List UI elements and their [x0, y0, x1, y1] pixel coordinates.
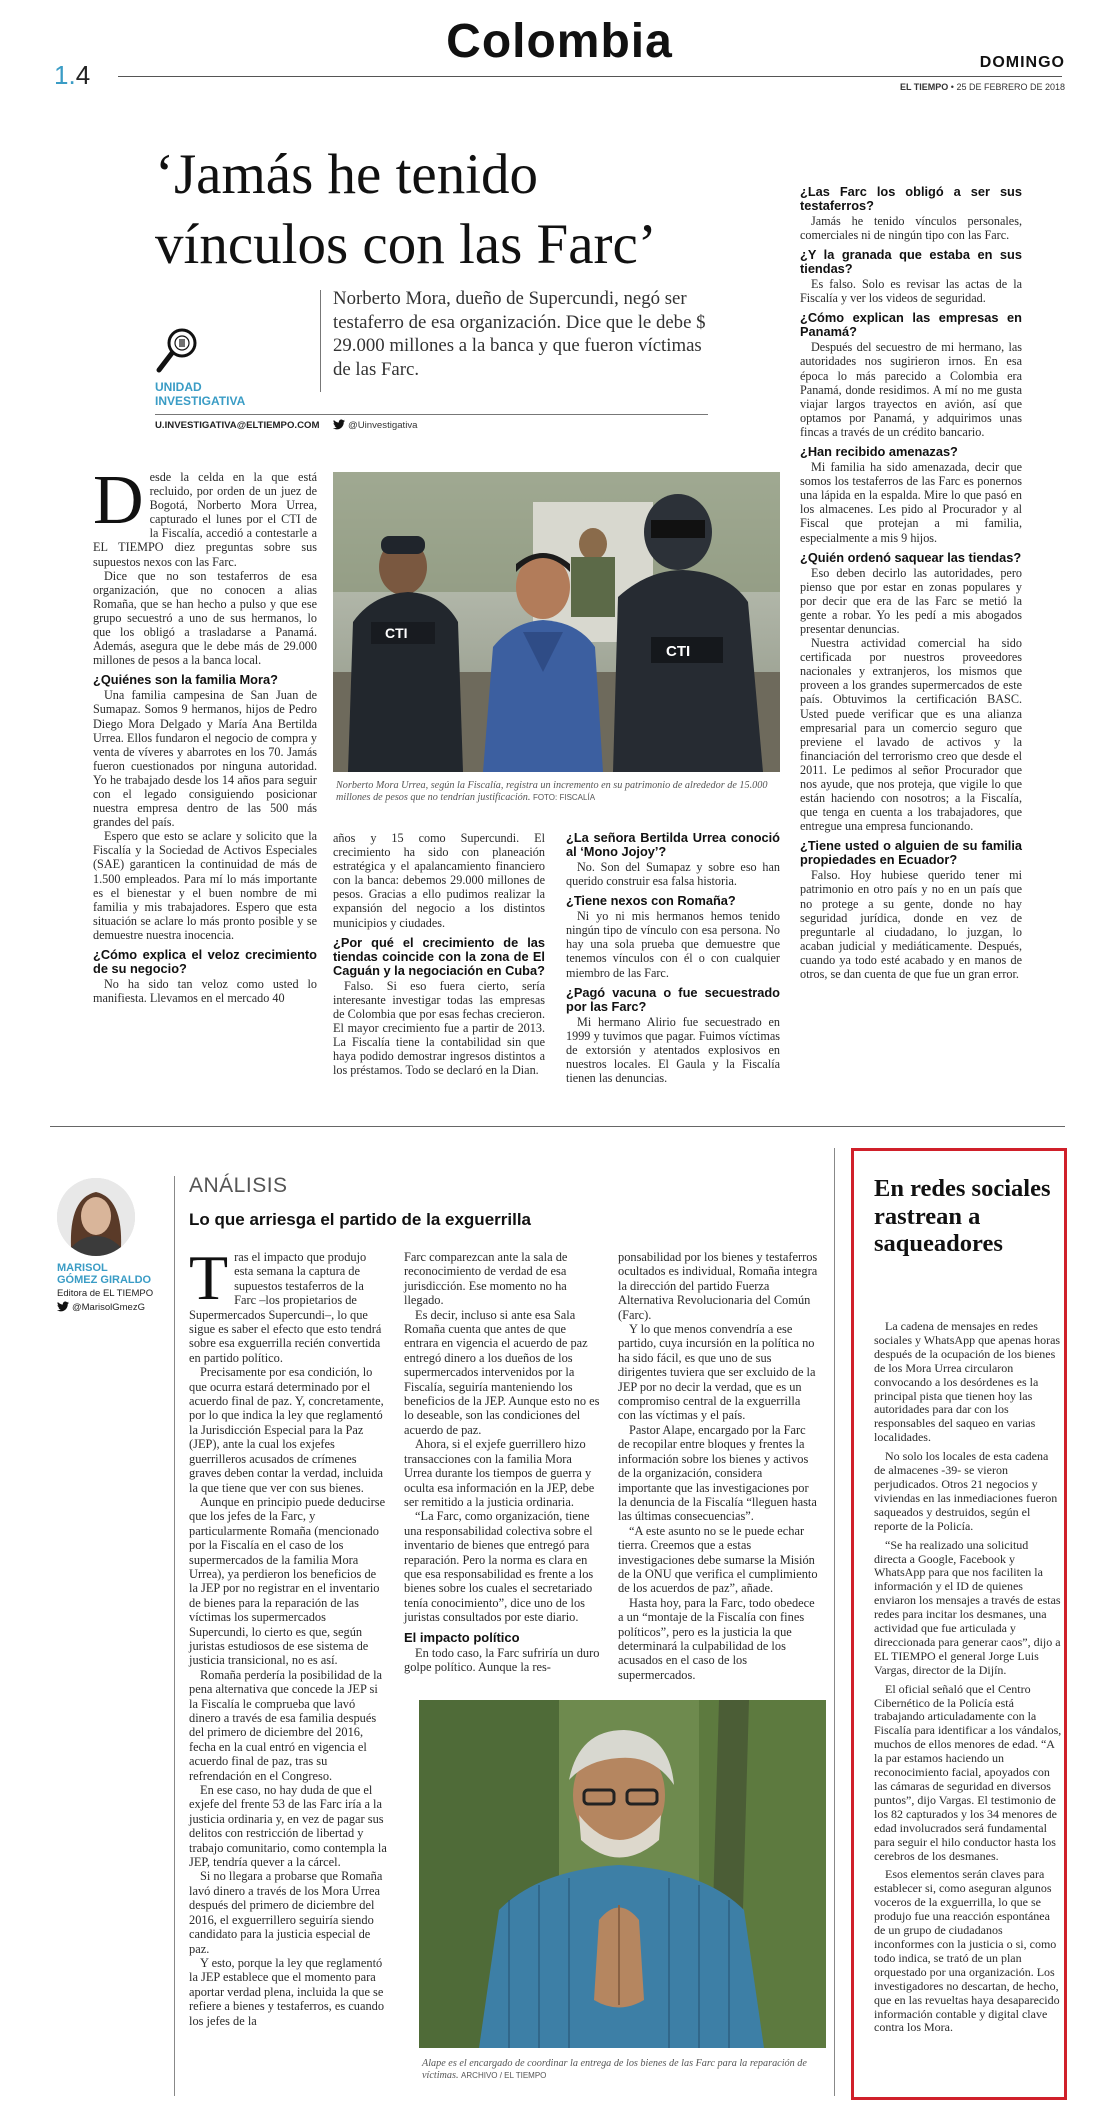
answer-paragraph: Después del secuestro de mi hermano, las autoridades nos sugirieron irnos. En esa época lo más parecido a Colombia era Panamá, donde residimos. A mí no me gusta viajar largos trayectos en avión, así que optamos por Panamá, y adquirimos unas fincas a través de un crédito bancario.: [800, 340, 1022, 439]
analysis-column-2: [404, 1250, 602, 1674]
analysis-paragraph: Pastor Alape, encargado por la Farc de recopilar entre bloques y frentes la información sobre los bienes y activos de la organización, considera importante que las investigaciones por la denuncia de la Fiscalía “lleguen hasta las últimas consecuencias”.: [618, 1422, 817, 1524]
deck-divider: [320, 290, 321, 392]
sidebar-paragraph: La cadena de mensajes en redes sociales y WhatsApp que apenas horas después de la ocupación de los bienes de los Mora Urrea circularon convocando a los desórdenes es la principal pista que tienen hoy las autoridades para dar con los responsables del saqueo en varias localidades.: [874, 1319, 1061, 1445]
answer-paragraph: Jamás he tenido vínculos personales, comerciales ni de ningún tipo con las Farc.: [800, 214, 1022, 243]
magnifier-icon: [155, 326, 201, 374]
analysis-paragraph: Ahora, si el exjefe guerrillero hizo transacciones con la familia Mora Urrea durante los tiempos de guerra y oculta esa información en la JEP, debe ser remitido a la justicia ordinaria.: [404, 1437, 595, 1509]
byline-rule: [155, 414, 708, 415]
analysis-paragraph: En todo caso, la Farc sufriría un duro golpe político. Aunque la res-: [404, 1645, 600, 1674]
article-lead: [93, 462, 317, 569]
analysis-paragraph: Precisamente por esa condición, lo que ocurra estará determinado por el acuerdo final de paz. Y, concretamente, por lo que indica la ley que reglamentó la Jurisdicción Especial para la Paz (JEP), ante la cual los exjefes guerrilleros acusados de crímenes graves deben contar la verdad, incluida la que tiene que ver con sus bienes.: [189, 1365, 384, 1495]
author-role: Editora de EL TIEMPO: [57, 1288, 154, 1299]
caption-text: Alape es el encargado de coordinar la entrega de los bienes de las Farc para la reparación de víctimas.: [422, 2058, 807, 2081]
headline: [155, 140, 657, 280]
analysis-author: [57, 1262, 151, 1286]
author-twitter[interactable]: [57, 1301, 145, 1315]
main-photo-caption: [336, 780, 780, 804]
analysis-vertical-rule: [174, 1176, 175, 2096]
header-rule: [118, 76, 1062, 77]
analysis-paragraph: En ese caso, no hay duda de que el exjefe del frente 53 de las Farc iría a la justicia ordinaria y, en vez de pagar sus delitos con restricción de libertad y trabajo comunitario, como contempla la JEP, tendría quever a la cárcel.: [189, 1783, 387, 1870]
analysis-column-1: [189, 1242, 387, 2028]
analysis-paragraph: Si no llegara a probarse que Romaña lavó dinero a través de los Mora Urrea después del primero de diciembre del 2016, el exguerrillero seguiría siendo candidato para la justicia especial de paz.: [189, 1869, 383, 1956]
question-heading: ¿Y la granada que estaba en sus tiendas?: [800, 247, 1022, 277]
alape-photo: [419, 1700, 826, 2048]
analysis-paragraph: Es decir, incluso si ante esa Sala Romaña cuenta que antes de que entrara en vigencia el acuerdo de paz entregó dinero a los dueños de los supermercados intervenidos por la Fiscalía, seguiría manteniendo los beneficios de la JEP. Aunque esto no es lo deseable, son las condiciones del acuerdo de paz.: [404, 1307, 600, 1437]
analysis-paragraph: “La Farc, como organización, tiene una responsabilidad colectiva sobre el inventario de bienes que entregó para reparación. Pero la norma es clara en que esa responsabilidad es frente a los bienes sobre los cuales el secretariado tenía conocimiento”, dice uno de los juristas consultados por este diario.: [404, 1509, 594, 1625]
question-heading: ¿Han recibido amenazas?: [800, 444, 958, 460]
analysis-lead: [189, 1242, 387, 1365]
answer-paragraph: Falso. Si eso fuera cierto, sería interesante investigar todas las empresas de Colombia que por esas fechas crecieron. El mayor crecimiento fue a partir de 2013. La Fiscalía tiene la contabilidad sin que haya podido demostrar ingresos distintos a los préstamos. Todo se declaró en la Dian.: [333, 978, 545, 1078]
question-heading: ¿Por qué el crecimiento de las tiendas coincide con la zona de El Caguán y la negociación en Cuba?: [333, 934, 545, 978]
page-number-prefix: 1.: [54, 60, 76, 90]
vest-text: CTI: [666, 643, 691, 660]
sidebar-paragraph: “Se ha realizado una solicitud directa a Google, Facebook y WhatsApp para que nos faciliten la información y el ID de quienes enviaron los mensajes a través de estas redes para incitar los desmanes, una actividad que fue articulada y direccionada para generar caos”, dijo a EL TIEMPO el general Jorge Luis Vargas, director de la Dijín.: [874, 1537, 1061, 1677]
answer-paragraph: Espero que esto se aclare y solicito que la Fiscalía y la Sociedad de Activos Especiales (SAE) garanticen la continuidad de más de 1.500 empleados. Para mí lo más importante es el bienestar y el buen nombre de mi familia y mis trabajadores. Espero que esta situación se aclare lo más pronto posible y se demuestre nuestra inocencia.: [93, 829, 317, 942]
analysis-column-3: [618, 1250, 818, 1682]
answer-paragraph: Falso. Hoy hubiese querido tener mi patrimonio en otro país y no en un país que no protege a su gente, donde no hay seguridad jurídica, donde en vez de preguntarle al ciudadano, lo juzgan, lo acaban judicial y mediáticamente. Después, cuando ya todo esté acabado y en manos de otros, se dan cuenta de que fue un gran error.: [800, 868, 1022, 982]
mora-arrest-photo: [333, 472, 780, 772]
analysis-kicker: ANÁLISIS: [189, 1174, 288, 1197]
headline-line-1: ‘Jamás he tenido: [155, 143, 539, 206]
question-heading: ¿Quién ordenó saquear las tiendas?: [800, 549, 1022, 565]
unit-email-link[interactable]: U.INVESTIGATIVA@ELTIEMPO.COM: [155, 420, 320, 431]
author-last-name: GÓMEZ GIRALDO: [57, 1274, 152, 1286]
answer-paragraph: Mi familia ha sido amenazada, decir que somos los testaferros de las Farc es ponernos una lápida en la espalda. Mire lo que pasó en los almacenes. Les pido al Procurador y al Fiscal que protejan a mi familia, especialmente a mis 9 hijos.: [800, 460, 1022, 545]
headline-line-2: vínculos con las Farc’: [155, 213, 657, 276]
sidebar-body: [874, 1320, 1062, 2035]
answer-paragraph: No ha sido tan veloz como usted lo manifiesta. Llevamos en el mercado 40: [93, 977, 317, 1006]
header-paper: EL TIEMPO: [899, 82, 949, 92]
article-column-2: [333, 831, 545, 1077]
question-heading: ¿Las Farc los obligó a ser sus testaferros?: [800, 184, 1022, 213]
sidebar-paragraph: El oficial señaló que el Centro Cibernético de la Policía está trabajando articuladamente con la Fiscalía para identificar a los vándalos, muchos de ellos menores de edad. “A la par estamos haciendo un reconocimiento facial, apoyados con las cámaras de seguridad en diversos puntos”, dijo Vargas. El testimonio de los 82 capturados y los 34 menores de edad involucrados será fundamental para seguir el hilo conductor hasta los cerebros de los desmanes.: [874, 1681, 1062, 1863]
answer-paragraph: Mi hermano Alirio fue secuestrado en 1999 y tuvimos que pagar. Fuimos víctimas de extorsión y atentados explosivos en nuestros locales. El Gaula y la Fiscalía tienen las denuncias.: [566, 1014, 780, 1086]
unit-label-line-1: UNIDAD: [155, 380, 202, 394]
analysis-subhead: El impacto político: [404, 1629, 520, 1645]
analysis-paragraph: Hasta hoy, para la Farc, todo obedece a un “montaje de la Fiscalía con fines políticos”, pero es la justicia la que determinará la culpabilidad de los acusados en el caso de los supermercados.: [618, 1595, 815, 1682]
sidebar-headline: En redes sociales rastrean a saqueadores: [874, 1175, 1051, 1257]
analysis-lead-text: ras el impacto que produjo esta semana la captura de supuestos testaferros de la Farc –los propietarios de Supermercados Supercundi–, lo que sigue es saber el efecto que esto tendrá sobre esa exguerrilla recién convertida en partido político.: [189, 1250, 382, 1365]
alape-photo-caption: [422, 2058, 822, 2082]
answer-paragraph: Nuestra actividad comercial ha sido certificada por nuestros proveedores nacionales y extranjeros, los mismos que proveen a los grandes supermercados de este país. Obtuvimos la certificación BASC. Usted puede verificar que es una alianza empresarial para un comercio seguro que previene el lavado de activos y la financiación del terrorismo creo que desde el 2011. Le pedimos al señor Procurador que nos ayude, que nos proteja, que vigile lo que están haciendo con nosotros; a la Fiscalía, que tenga en cuenta a los trabajadores, que entregue una empresa funcionando.: [800, 636, 1022, 834]
author-first-name: MARISOL: [57, 1262, 108, 1274]
unit-label: [155, 380, 245, 408]
photo-credit: FOTO: FISCALÍA: [532, 793, 596, 802]
analysis-paragraph: ponsabilidad por los bienes y testaferros ocultados es individual, Romaña integra la dirección del partido Fuerza Alternativa Revolucionaria del Común (Farc).: [618, 1250, 818, 1322]
analysis-right-rule: [834, 1148, 835, 2096]
article-lead-text: esde la celda en la que está recluido, por orden de un juez de Bogotá, Norberto Mora Urrea, capturado el lunes por el CTI de la Fiscalía, accedió a contestarle a EL TIEMPO diez preguntas sobre sus supuestos nexos con las Farc.: [93, 470, 317, 569]
photo-credit: ARCHIVO / EL TIEMPO: [461, 2071, 547, 2080]
dropcap: T: [189, 1242, 229, 1313]
question-heading: ¿Cómo explica el veloz crecimiento de su negocio?: [93, 947, 317, 976]
analysis-paragraph: Y esto, porque la ley que reglamentó la JEP establece que el momento para aportar verdad plena, incluida la que se refiere a bienes y testaferros, es cuando los jefes de la: [189, 1955, 385, 2028]
unit-label-line-2: INVESTIGATIVA: [155, 394, 246, 408]
question-heading: ¿Tiene nexos con Romaña?: [566, 893, 736, 909]
header-day: DOMINGO: [979, 54, 1065, 71]
section-divider: [50, 1126, 1065, 1127]
analysis-paragraph: “A este asunto no se le puede echar tierra. Creemos que a estas investigaciones debe sumarse la Misión de la ONU que verifica el cumplimiento de los acuerdos de paz”, añade.: [618, 1523, 818, 1596]
question-heading: ¿Tiene usted o alguien de su familia propiedades en Ecuador?: [800, 838, 1022, 868]
analysis-paragraph: Y lo que menos convendría a ese partido, cuya incursión en la política no ha sido fácil, es que uno de sus dirigentes tuviera que ser excluido de la JEP por no decir la verdad, que es un compromiso central de la exguerrilla con las víctimas y el país.: [618, 1322, 816, 1423]
question-heading: ¿La señora Bertilda Urrea conoció al ‘Mono Jojoy’?: [566, 830, 780, 859]
answer-paragraph: Es falso. Solo es revisar las actas de la Fiscalía y ver los videos de seguridad.: [800, 277, 1022, 306]
article-column-4: [800, 185, 1022, 981]
answer-paragraph: No. Son del Sumapaz y sobre eso han querido construir esa falsa historia.: [566, 860, 780, 889]
question-heading: ¿Quiénes son la familia Mora?: [93, 672, 278, 688]
header-date: 25 DE FEBRERO DE 2018: [956, 82, 1065, 92]
answer-paragraph: Ni yo ni mis hermanos hemos tenido ningún tipo de vínculo con esa persona. No hay una sola prueba que demuestre que tenemos vínculos con él o con cualquier miembro de las Farc.: [566, 909, 780, 980]
header-dateline: EL TIEMPO • 25 DE FEBRERO DE 2018: [899, 82, 1065, 92]
analysis-paragraph: Farc comparezcan ante la sala de reconocimiento de verdad de esa jurisdicción. Ese momento no ha llegado.: [404, 1250, 568, 1308]
twitter-icon: [57, 1301, 69, 1315]
article-column-1: [93, 462, 317, 1006]
twitter-icon: [333, 419, 345, 433]
dropcap: D: [93, 462, 144, 539]
answer-paragraph: Eso deben decirlo las autoridades, pero pienso que por estar en zonas populares y por decir que era de las Farc se metió la gente a robar. Yo les pedí a mis abogados presentar denuncias.: [800, 565, 1022, 636]
analysis-paragraph: Aunque en principio puede deducirse que los jefes de la Farc, y particularmente Romaña (mencionado por la Fiscalía en el caso de los supermercados de la familia Mora Urrea), ya perdieron los beneficios de la JEP por no registrar en el inventario de bienes para la reparación de las víctimas los supermercados Supercundi, lo cierto es que, según juristas estudiosos de ese sistema de justicia transicional, no es así.: [189, 1494, 386, 1668]
page-number-suffix: 4: [75, 60, 91, 90]
twitter-handle: @Uinvestigativa: [348, 420, 418, 431]
article-column-3: [566, 831, 780, 1085]
section-title: Colombia: [446, 15, 673, 68]
question-heading: ¿Cómo explican las empresas en Panamá?: [800, 310, 1022, 340]
analysis-headline: Lo que arriesga el partido de la exguerrilla: [189, 1210, 532, 1229]
unit-twitter[interactable]: [333, 419, 417, 433]
analysis-paragraph: Romaña perdería la posibilidad de la pena alternativa que concede la JEP si la Fiscalía le comprueba que lavó dinero a través de esa familia después del primero de diciembre del 2016, fecha en la cual entró en vigencia el acuerdo final de paz, tras su refrendación en el Congreso.: [189, 1667, 383, 1783]
avatar: [57, 1178, 135, 1256]
sidebar-paragraph: No solo los locales de esta cadena de almacenes -39- se vieron perjudicados. Otros 21 negocios y viviendas en las inmediaciones fueron saqueados y destruidos, según el reporte de la Policía.: [874, 1449, 1058, 1533]
deck: Norberto Mora, dueño de Supercundi, negó ser testaferro de esa organización. Dice que le debe $ 29.000 millones a la banca y que fueron víctimas de las Farc.: [333, 288, 706, 380]
answer-paragraph: Una familia campesina de San Juan de Sumapaz. Somos 9 hermanos, hijos de Pedro Diego Mora Delgado y María Ana Bertilda Urrea. Ellos fundaron el negocio de compra y venta de víveres y abarrotes en los 70. Jamás fueron cuestionados por ninguna autoridad. Yo he trabajado desde los 14 años para seguir con el legado consiguiendo posicionar nuestra empresa dentro de las 500 más grandes del país.: [93, 688, 317, 830]
question-heading: ¿Pagó vacuna o fue secuestrado por las Farc?: [566, 984, 780, 1014]
answer-paragraph: años y 15 como Supercundi. El crecimiento ha sido con planeación estratégica y el apalancamiento financiero con la banca: debemos 29.000 millones de pesos. Gracias a ello pudimos realizar la expansión del negocio a los distintos municipios y ciudades.: [333, 831, 545, 930]
article-paragraph: Dice que no son testaferros de esa organización, que no conocen a alias Romaña, que se han hecho a pulso y que ese grupo secuestró a uno de sus hermanos, lo que los obligó a trasladarse a Panamá. Además, asegura que le debe más de 29.000 millones de pesos a la banca local.: [93, 568, 317, 668]
sidebar-paragraph: Esos elementos serán claves para establecer si, como aseguran algunos voceros de la exguerrilla, lo que se produjo fue una reacción espontánea de un grupo de ciudadanos inconformes con la justicia o si, como todo indica, se trató de un plan orquestado por una organización. Los investigadores no descartan, de hecho, que en las revueltas haya desaparecido información contable y digital clave contra los Mora.: [874, 1867, 1060, 2035]
caption-text: Norberto Mora Urrea, según la Fiscalía, registra un incremento en su patrimonio de alrededor de 15.000 millones de pesos que no tendrían justificación.: [336, 780, 768, 803]
author-twitter-handle: @MarisolGmezG: [72, 1302, 145, 1313]
vest-text: CTI: [385, 625, 408, 641]
